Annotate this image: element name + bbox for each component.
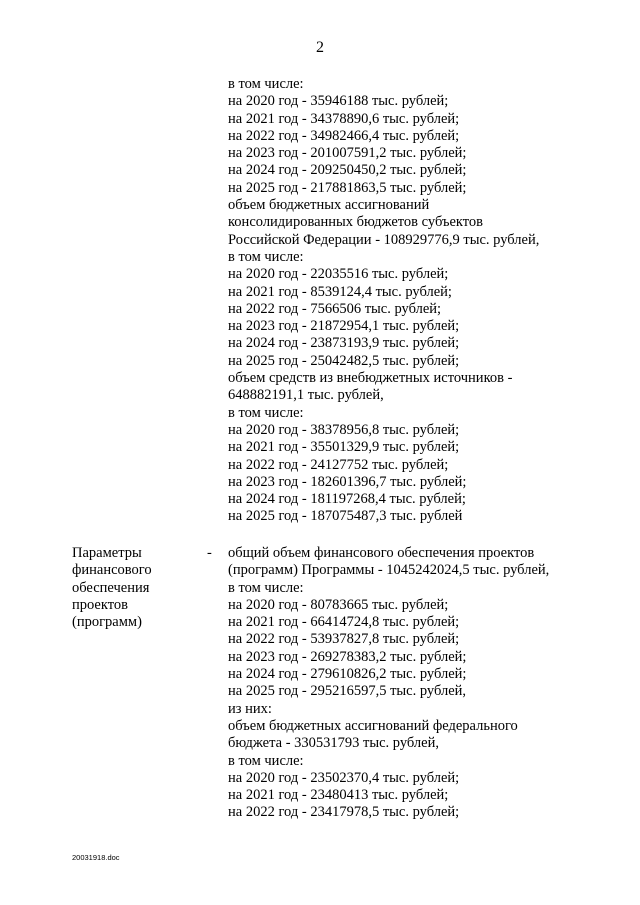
text-line: (программ) Программы - 1045242024,5 тыс. рублей,: [228, 562, 550, 579]
text-line: на 2022 год - 24127752 тыс. рублей;: [228, 456, 449, 473]
text-line: на 2021 год - 34378890,6 тыс. рублей;: [228, 110, 460, 127]
text-line: на 2023 год - 201007591,2 тыс. рублей;: [228, 145, 467, 162]
text-line: на 2020 год - 22035516 тыс. рублей;: [228, 266, 449, 283]
text-line: на 2023 год - 269278383,2 тыс. рублей;: [228, 648, 467, 665]
page-number: 2: [316, 39, 324, 56]
text-line: объем средств из внебюджетных источников -: [228, 370, 513, 387]
text-line: в том числе:: [228, 248, 304, 265]
text-line: в том числе:: [228, 76, 304, 92]
text-line: на 2022 год - 53937827,8 тыс. рублей;: [228, 631, 460, 648]
text-line: общий объем финансового обеспечения проектов: [228, 545, 535, 561]
text-line: бюджета - 330531793 тыс. рублей,: [228, 735, 439, 752]
text-line: в том числе:: [228, 404, 304, 421]
text-line: в том числе:: [228, 752, 304, 769]
text-line: на 2025 год - 217881863,5 тыс. рублей;: [228, 179, 467, 196]
text-line: на 2023 год - 182601396,7 тыс. рублей;: [228, 473, 467, 490]
section-label-line: (программ): [72, 614, 142, 631]
text-line: на 2025 год - 295216597,5 тыс. рублей,: [228, 683, 467, 700]
text-line: на 2022 год - 23417978,5 тыс. рублей;: [228, 804, 460, 821]
text-line: объем бюджетных ассигнований федерального: [228, 717, 518, 734]
section-label-line: проектов: [72, 596, 128, 613]
text-line: на 2024 год - 23873193,9 тыс. рублей;: [228, 335, 460, 352]
text-line: на 2024 год - 181197268,4 тыс. рублей;: [228, 491, 466, 508]
text-line: на 2024 год - 209250450,2 тыс. рублей;: [228, 162, 467, 179]
text-line: объем бюджетных ассигнований: [228, 197, 430, 214]
text-line: на 2021 год - 35501329,9 тыс. рублей;: [228, 439, 460, 456]
text-line: на 2020 год - 23502370,4 тыс. рублей;: [228, 769, 460, 786]
section-label: [72, 545, 192, 631]
text-line: в том числе:: [228, 579, 304, 596]
text-line: 648882191,1 тыс. рублей,: [228, 387, 384, 404]
section-label-line: Параметры: [72, 545, 142, 561]
text-line: из них:: [228, 700, 272, 717]
text-line: консолидированных бюджетов субъектов: [228, 214, 484, 231]
text-line: на 2020 год - 38378956,8 тыс. рублей;: [228, 421, 460, 438]
text-line: на 2021 год - 66414724,8 тыс. рублей;: [228, 614, 460, 631]
text-line: на 2024 год - 279610826,2 тыс. рублей;: [228, 666, 467, 683]
text-line: на 2022 год - 7566506 тыс. рублей;: [228, 300, 442, 317]
text-line: на 2022 год - 34982466,4 тыс. рублей;: [228, 127, 460, 144]
text-line: на 2020 год - 35946188 тыс. рублей;: [228, 93, 449, 110]
section-dash: -: [207, 545, 212, 561]
section-label-line: обеспечения: [72, 579, 150, 596]
text-line: на 2023 год - 21872954,1 тыс. рублей;: [228, 318, 460, 335]
text-line: на 2020 год - 80783665 тыс. рублей;: [228, 596, 449, 613]
project-funding-parameters: [228, 545, 628, 822]
text-line: Российской Федерации - 108929776,9 тыс. рублей,: [228, 231, 540, 248]
text-line: на 2025 год - 25042482,5 тыс. рублей;: [228, 352, 460, 369]
text-line: на 2021 год - 8539124,4 тыс. рублей;: [228, 283, 452, 300]
footer-filename: 20031918.doc: [72, 853, 120, 862]
funding-details-continued: [228, 76, 628, 526]
text-line: на 2021 год - 23480413 тыс. рублей;: [228, 787, 449, 804]
section-label-line: финансового: [72, 562, 152, 579]
text-line: на 2025 год - 187075487,3 тыс. рублей: [228, 508, 463, 525]
